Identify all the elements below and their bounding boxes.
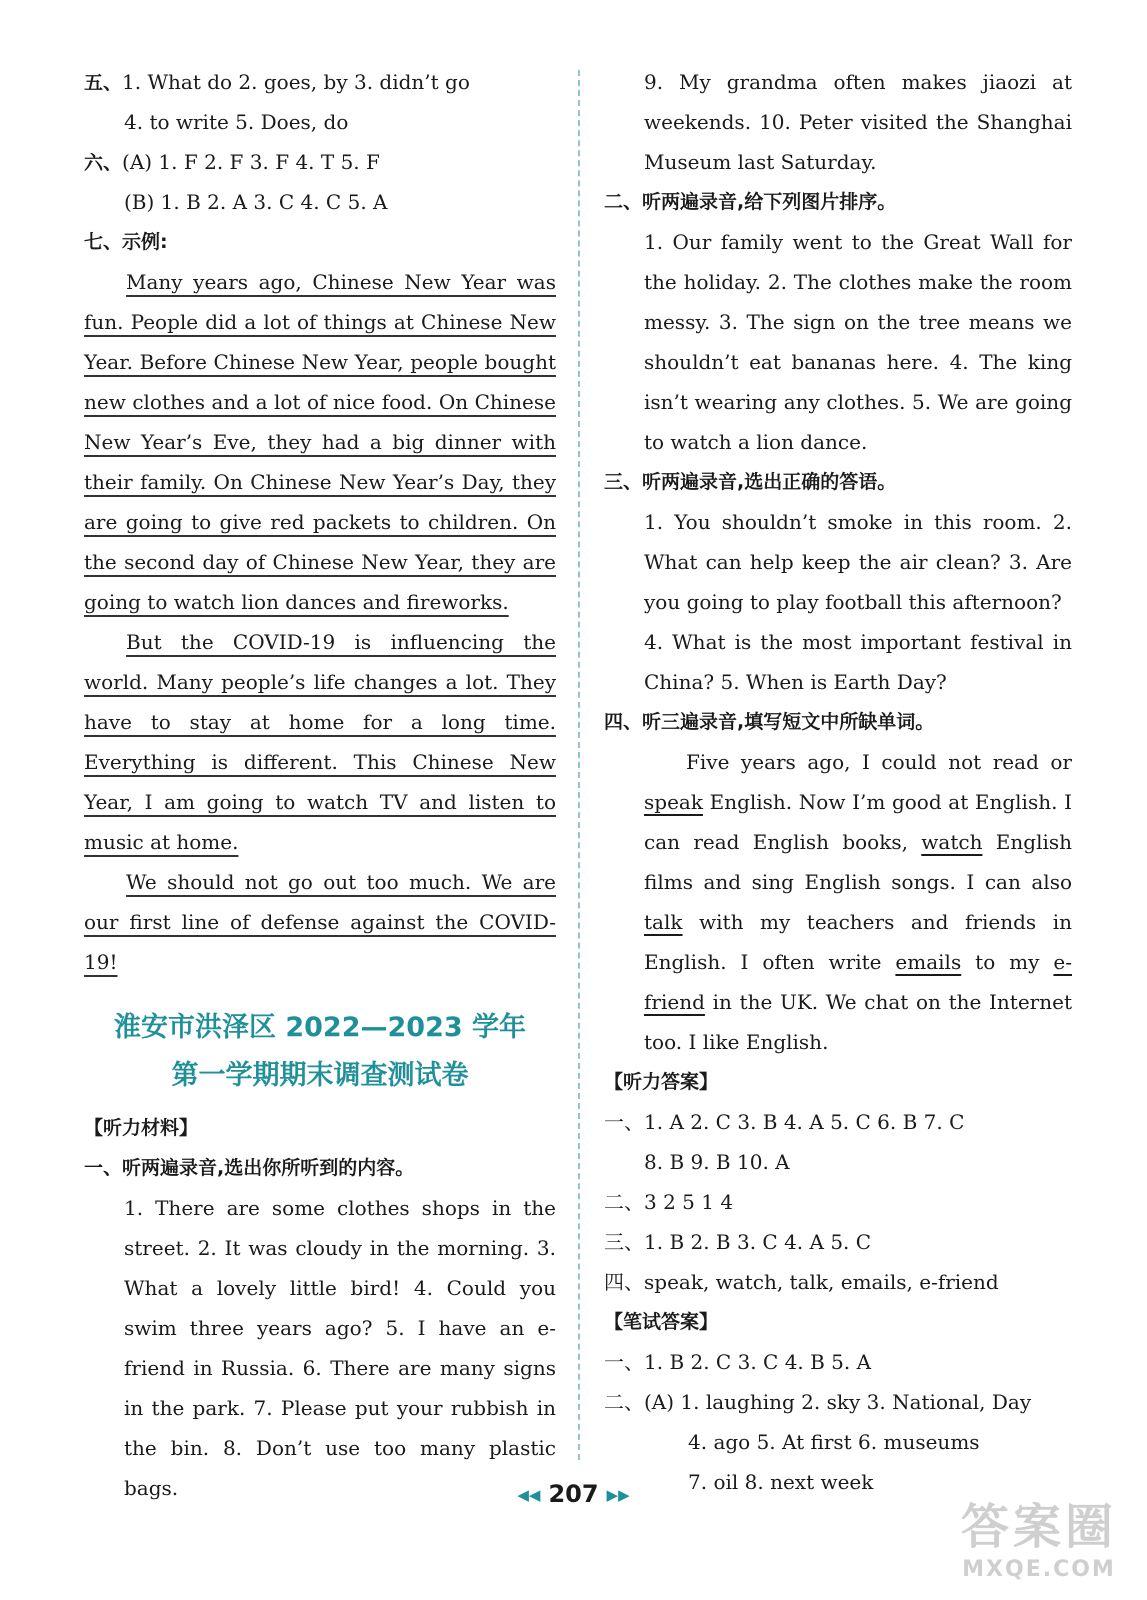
blank-answer-emails: emails bbox=[895, 950, 962, 974]
sample-essay bbox=[84, 262, 556, 982]
blank-answer-speak: speak bbox=[644, 790, 703, 814]
section-3-title: 三、听两遍录音,选出正确的答语。 bbox=[604, 471, 897, 493]
written-answers-line-4: 7. oil 8. next week bbox=[688, 1470, 874, 1494]
written-answers-line-2: 二、(A) 1. laughing 2. sky 3. National, Day bbox=[604, 1390, 1032, 1414]
section-label-qi: 七、示例: bbox=[84, 231, 168, 253]
listening-answers-heading: 【听力答案】 bbox=[604, 1071, 719, 1093]
essay-paragraph-3: We should not go out too much. We are our first line of defense against the COVID-19! bbox=[84, 870, 556, 974]
written-answers-heading: 【笔试答案】 bbox=[604, 1311, 719, 1333]
answer-wu-line-2: 4. to write 5. Does, do bbox=[124, 110, 349, 134]
listening-material-heading: 【听力材料】 bbox=[84, 1117, 199, 1139]
page-number: 207 bbox=[548, 1480, 599, 1508]
listening-answers-line-1: 一、1. A 2. C 3. B 4. A 5. C 6. B 7. C bbox=[604, 1110, 965, 1134]
blank-answer-efriend: e-friend bbox=[644, 950, 1072, 1014]
listening-continued-text: 9. My grandma often makes jiaozi at weekends. 10. Peter visited the Shanghai Museum last Saturday. bbox=[644, 70, 1072, 174]
passage-text-1: Five years ago, I could not read or bbox=[686, 750, 1072, 774]
passage-text-6: in the UK. We chat on the Internet too. I like English. bbox=[644, 990, 1072, 1054]
listening-answers-line-4: 三、1. B 2. B 3. C 4. A 5. C bbox=[604, 1230, 872, 1254]
left-column bbox=[84, 62, 556, 1508]
passage-text-5: to my bbox=[961, 950, 1054, 974]
section-label-wu: 五、 bbox=[84, 72, 123, 94]
section-1-title: 一、听两遍录音,选出你所听到的内容。 bbox=[84, 1157, 415, 1179]
passage-text-3: English films and sing English songs. I can also bbox=[644, 830, 1072, 894]
answer-liu-line-1 bbox=[84, 142, 556, 182]
essay-paragraph-1: Many years ago, Chinese New Year was fun. People did a lot of things at Chinese New Year. Before Chinese New Year, people bought new clothes and a lot of nice food. On Chinese New Year’s Eve, they had a big dinner with their family. On Chinese New Year’s Day, they are going to give red packets to children. On the second day of Chinese New Year, they are going to watch lion dances and fireworks. bbox=[84, 270, 556, 614]
section-3-text: 1. You shouldn’t smoke in this room. 2. What can help keep the air clean? 3. Are you going to play football this afternoon? bbox=[644, 510, 1072, 614]
blank-answer-watch: watch bbox=[921, 830, 983, 854]
listening-answers-line-2: 8. B 9. B 10. A bbox=[644, 1150, 790, 1174]
exam-title-line-1: 淮安市洪泽区 2022—2023 学年 bbox=[113, 1012, 527, 1043]
next-page-icon[interactable]: ▶▶ bbox=[606, 1486, 630, 1504]
answer-liu-line-2: (B) 1. B 2. A 3. C 4. C 5. A bbox=[124, 190, 388, 214]
section-1-text: 1. There are some clothes shops in the street. 2. It was cloudy in the morning. 3. What a lovely little bird! 4. Could you swim three years ago? 5. I have an e-friend in Russia. 6. There are many signs in the park. 7. Please put your rubbish in the bin. 8. Don’t use too many plastic bags. bbox=[124, 1196, 556, 1500]
written-answers-line-1: 一、1. B 2. C 3. C 4. B 5. A bbox=[604, 1350, 872, 1374]
answer-wu-text-1: 1. What do 2. goes, by 3. didn’t go bbox=[122, 70, 470, 94]
written-answers-line-3: 4. ago 5. At first 6. museums bbox=[688, 1430, 980, 1454]
passage-text-2: English. Now I’m good at English. I can read English books, bbox=[644, 790, 1072, 854]
column-divider bbox=[578, 70, 580, 1460]
watermark-sub-text: MXQE.COM bbox=[962, 1557, 1116, 1582]
right-column bbox=[604, 62, 1072, 1502]
section-4-title: 四、听三遍录音,填写短文中所缺单词。 bbox=[604, 711, 935, 733]
answer-wu-line-1 bbox=[84, 62, 556, 102]
essay-paragraph-2: But the COVID-19 is influencing the world. Many people’s life changes a lot. They have to stay at home for a long time. Everything is different. This Chinese New Year, I am going to watch TV and listen to music at home. bbox=[84, 630, 556, 854]
watermark-logo bbox=[961, 1488, 1117, 1582]
section-4-passage bbox=[604, 742, 1072, 1062]
prev-page-icon[interactable]: ◀◀ bbox=[517, 1486, 541, 1504]
section-3-text-2: 4. What is the most important festival in China? 5. When is Earth Day? bbox=[644, 630, 1072, 694]
listening-answers-line-3: 二、3 2 5 1 4 bbox=[604, 1190, 734, 1214]
listening-answers-line-5: 四、speak, watch, talk, emails, e-friend bbox=[604, 1270, 999, 1294]
passage-text-4: with my teachers and friends in English. I often write bbox=[644, 910, 1072, 974]
answer-liu-text-a: (A) 1. F 2. F 3. F 4. T 5. F bbox=[122, 150, 380, 174]
section-2-title: 二、听两遍录音,给下列图片排序。 bbox=[604, 191, 897, 213]
exam-title-line-2: 第一学期期末调查测试卷 bbox=[171, 1060, 469, 1091]
watermark-main-text: 答案圈 bbox=[960, 1499, 1117, 1555]
section-2-text: 1. Our family went to the Great Wall for the holiday. 2. The clothes make the room messy. 3. The sign on the tree means we shouldn’t eat bananas here. 4. The king isn’t wearing any clothes. 5. We are going to watch a lion dance. bbox=[644, 230, 1072, 454]
section-label-liu: 六、 bbox=[84, 152, 123, 174]
blank-answer-talk: talk bbox=[644, 910, 683, 934]
